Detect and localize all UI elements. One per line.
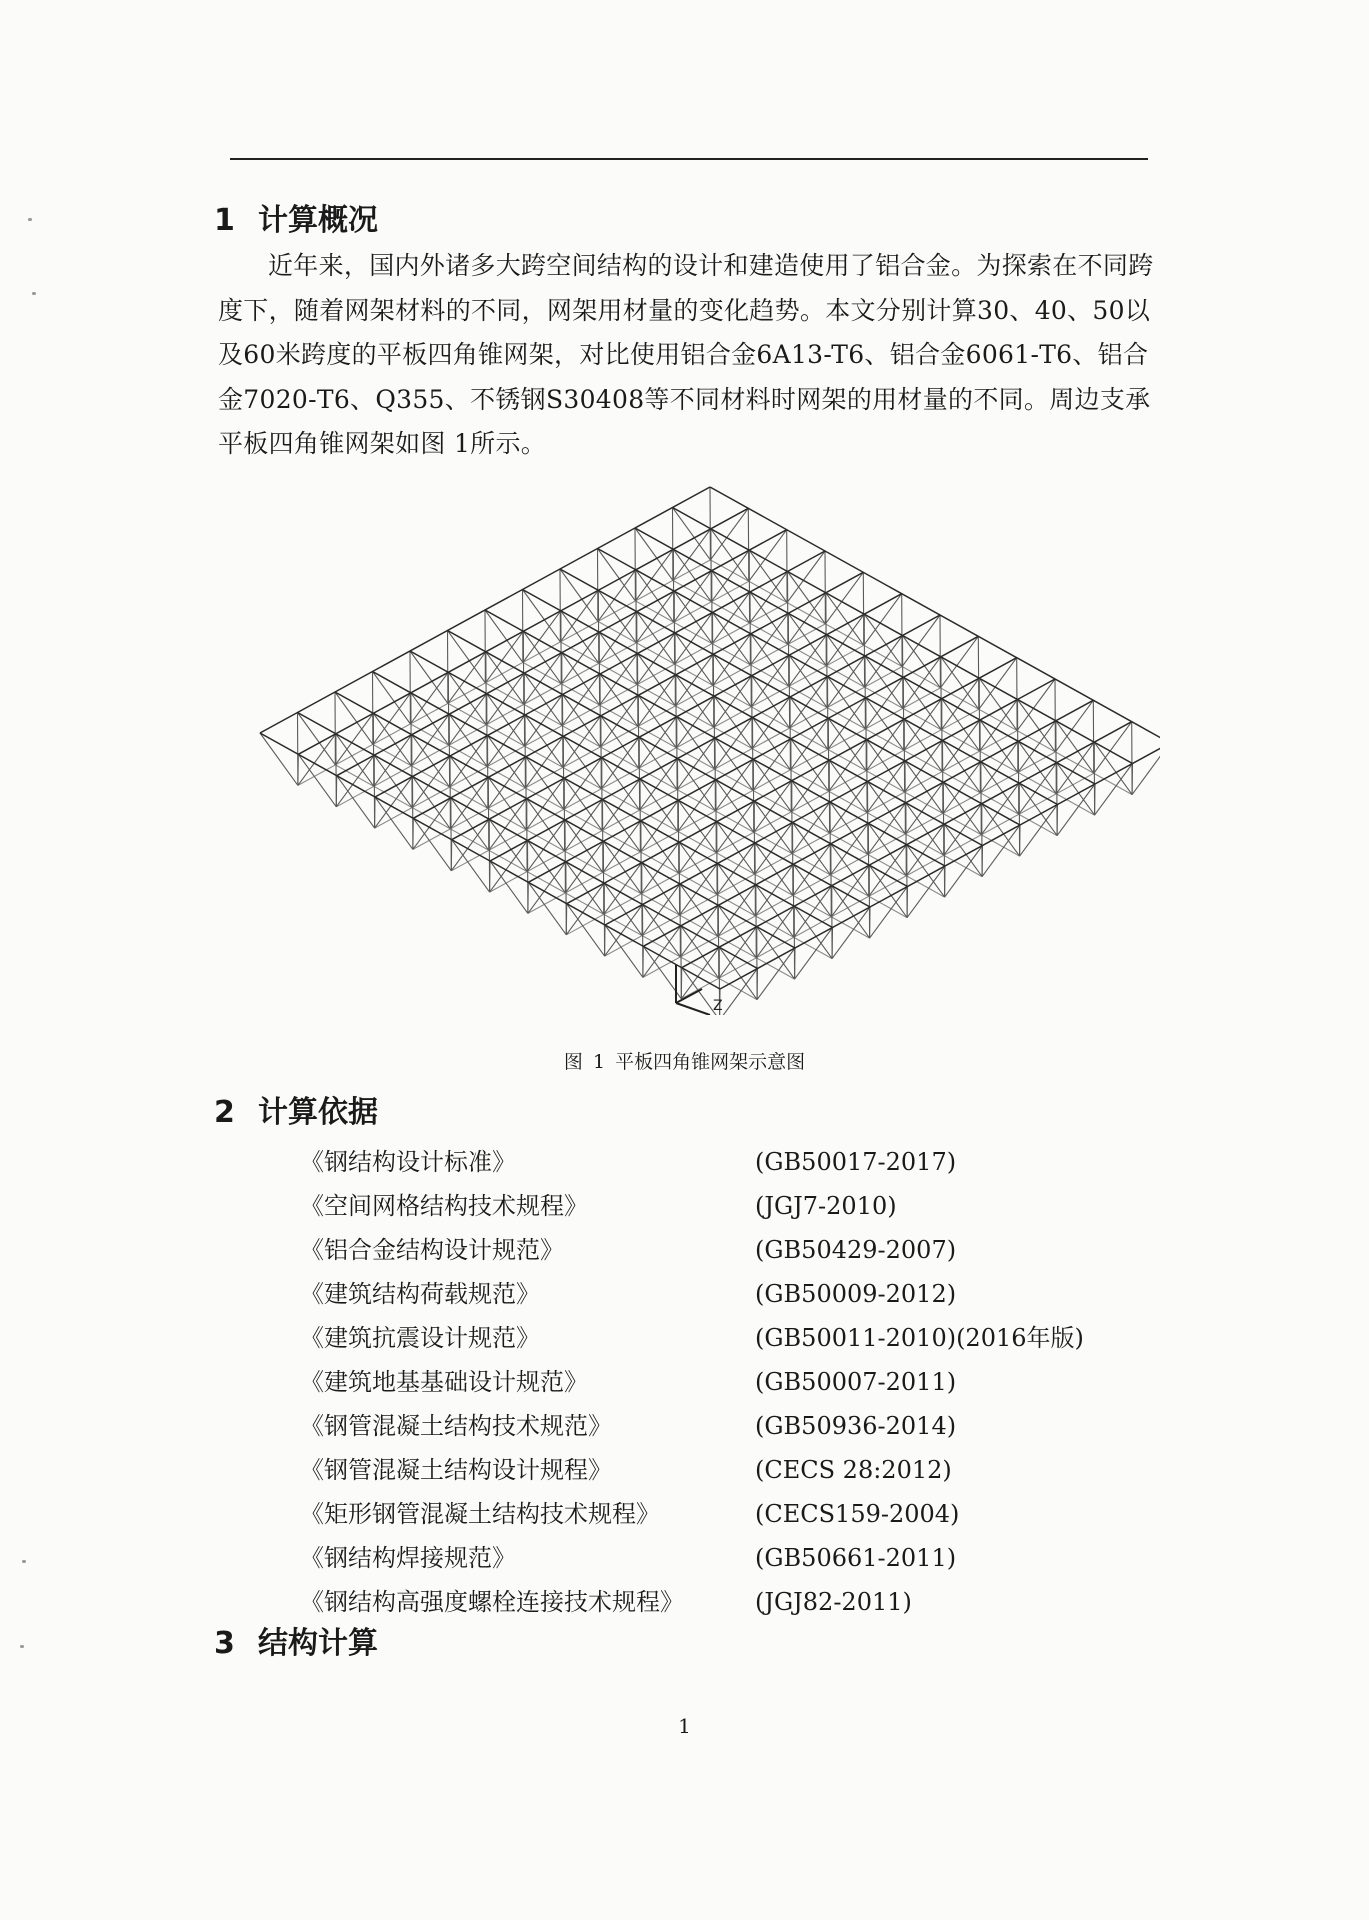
section-1-paragraph (218, 244, 1164, 467)
reference-code: (JGJ82-2011) (755, 1588, 912, 1616)
reference-item (300, 1228, 1100, 1272)
scan-speck (28, 218, 32, 221)
reference-list (300, 1140, 1100, 1624)
axis-label: Z (713, 998, 723, 1014)
section-1-heading (214, 203, 378, 239)
reference-item (300, 1184, 1100, 1228)
reference-code: (GB50009-2012) (755, 1280, 957, 1308)
reference-code: (CECS 28:2012) (755, 1456, 952, 1484)
page-number: 1 (678, 1714, 691, 1738)
figure-caption: 图 1 平板四角锥网架示意图 (563, 1051, 806, 1073)
reference-item (300, 1272, 1100, 1316)
reference-item (300, 1492, 1100, 1536)
reference-code: (CECS159-2004) (755, 1500, 960, 1528)
section-2-heading (214, 1095, 378, 1131)
section-number: 1 (214, 203, 235, 238)
section-title: 结构计算 (258, 1626, 378, 1661)
reference-title: 《钢结构高强度螺栓连接技术规程》 (300, 1588, 684, 1616)
reference-code: (GB50429-2007) (755, 1236, 957, 1264)
scan-speck (22, 1560, 26, 1563)
section-title: 计算依据 (258, 1095, 378, 1130)
paragraph-text: 近年来，国内外诸多大跨空间结构的设计和建造使用了铝合金。为探索在不同跨度下，随着网架材料的不同，网架用材量的变化趋势。本文分别计算30、40、50以及60米跨度的平板四角锥网架，对比使用铝合金6A13-T6、铝合金6061-T6、铝合金7020-T6、Q355、不锈钢S30408等不同材料时网架的用材量的不同。周边支承平板四角锥网架如图 1所示。 (218, 251, 1154, 458)
reference-title: 《铝合金结构设计规范》 (300, 1236, 564, 1264)
reference-item (300, 1536, 1100, 1580)
reference-title: 《钢结构焊接规范》 (300, 1544, 516, 1572)
reference-item (300, 1580, 1100, 1624)
reference-title: 《钢管混凝土结构设计规程》 (300, 1456, 612, 1484)
reference-item (300, 1404, 1100, 1448)
reference-code: (GB50011-2010)(2016年版) (755, 1324, 1084, 1352)
reference-title: 《钢结构设计标准》 (300, 1148, 516, 1176)
header-rule (230, 158, 1148, 160)
reference-title: 《空间网格结构技术规程》 (300, 1192, 588, 1220)
reference-title: 《建筑结构荷载规范》 (300, 1280, 540, 1308)
reference-code: (GB50661-2011) (755, 1544, 957, 1572)
reference-item (300, 1140, 1100, 1184)
reference-title: 《钢管混凝土结构技术规范》 (300, 1412, 612, 1440)
reference-title: 《矩形钢管混凝土结构技术规程》 (300, 1500, 660, 1528)
space-truss-figure (240, 475, 1160, 1015)
reference-code: (GB50936-2014) (755, 1412, 957, 1440)
scan-speck (32, 292, 36, 295)
section-number: 3 (214, 1626, 235, 1661)
section-number: 2 (214, 1095, 235, 1130)
reference-item (300, 1316, 1100, 1360)
reference-code: (GB50007-2011) (755, 1368, 957, 1396)
reference-title: 《建筑地基基础设计规范》 (300, 1368, 588, 1396)
section-title: 计算概况 (258, 203, 378, 238)
section-3-heading (214, 1626, 378, 1662)
reference-item (300, 1448, 1100, 1492)
scan-speck (20, 1645, 24, 1648)
axis-triad-icon (676, 965, 723, 1015)
reference-code: (JGJ7-2010) (755, 1192, 897, 1220)
reference-item (300, 1360, 1100, 1404)
reference-code: (GB50017-2017) (755, 1148, 957, 1176)
reference-title: 《建筑抗震设计规范》 (300, 1324, 540, 1352)
